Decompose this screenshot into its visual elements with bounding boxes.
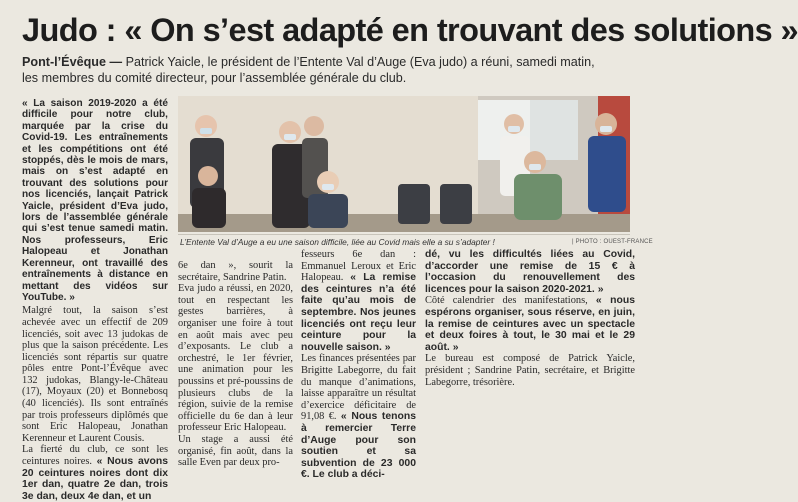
column-4-paragraph-2	[425, 295, 635, 353]
photo-caption: L’Entente Val d’Auge a eu une saison difficile, liée au Covid mais elle a su s’adapter !	[180, 237, 495, 247]
column-4-paragraph-1: dé, vu les difficultés liées au Covid, d’accorder une remise de 15 € à l’occasion du renouvellement des licences pour la saison 2020-2021. »	[425, 249, 635, 295]
column-3-paragraph-1	[301, 249, 416, 353]
column-4	[425, 249, 635, 388]
column-3	[301, 249, 416, 481]
column-2-paragraph-3: Un stage a aussi été organisé, fin août, dans la salle Even par deux pro-	[178, 433, 293, 469]
column-1-paragraph-2	[22, 444, 168, 502]
column-1	[22, 98, 168, 502]
article-photo	[178, 96, 630, 232]
column-2	[178, 260, 293, 469]
column-3-p2-quote: « Nous tenons à remercier Terre d’Auge pour son soutien et sa subvention de 23 000 €. Le club a déci-	[301, 411, 416, 481]
column-2-paragraph-2: Eva judo a réussi, en 2020, tout en respectant les gestes barrières, à organiser une foire à tout en août mais avec peu d’exposants. Le club a orchestré, le 1er février, une animation pour les poussins et pré-poussins de plusieurs clubs de la région, suivie de la remise officielle du 6e dan à leur professeur Eric Halopeau.	[178, 283, 293, 434]
photo-illustration	[178, 96, 630, 232]
column-3-p2-text: Les finances présentées par Brigitte Labegorre, du fait du manque d’animations, laisse apparaître un résultat d’exercice déficitaire de 91,08 €.	[301, 353, 416, 423]
column-1-intro-quote: « La saison 2019-2020 a été difficile pour notre club, marquée par la crise du Covid-19. Les entraînements et les compétitions ont été stoppés, dès le mois de mars, mais on s’est adapté en trouvant des solutions pour nos licenciés, lançait Patrick Yaicle, président d’Eva judo, lors de l’assemblée générale qui s’est tenue samedi matin. Nos professeurs, Eric Halopeau et Jonathan Kerenneur, ont travaillé des entraînements à distance en mettant des vidéos sur YouTube. »	[22, 98, 168, 303]
column-3-paragraph-2	[301, 353, 416, 481]
lead-line-2: les membres du comité directeur, pour l’assemblée générale du club.	[22, 70, 407, 85]
article-headline: Judo : « On s’est adapté en trouvant des solutions »	[22, 12, 798, 48]
column-4-p2-quote: « nous espérons organiser, sous réserve, en juin, la remise de ceintures avec un spectacle et deux foires à tout, le 30 mai et le 29 août. »	[425, 295, 635, 353]
column-3-p1-quote: « La remise des ceintures n’a été faite qu’au mois de septembre. Nos jeunes licenciés ont reçu leur ceinture pour la nouvelle saison. »	[301, 272, 416, 353]
article-lead	[22, 55, 622, 86]
lead-line-1: Patrick Yaicle, le président de l’Entente Val d’Auge (Eva judo) a réuni, samedi matin,	[125, 55, 595, 69]
column-3-p1-text: fesseurs 6e dan : Emmanuel Leroux et Eric Halopeau.	[301, 249, 416, 284]
photo-credit: | PHOTO : OUEST-FRANCE	[572, 239, 653, 245]
column-1-p2-quote: « Nous avons 20 ceintures noires dont dix 1er dan, quatre 2e dan, trois 3e dan, deux 4e dan, et un	[22, 456, 168, 502]
column-1-paragraph-1: Malgré tout, la saison s’est achevée avec un effectif de 209 licenciés, soit avec 13 judokas de plus que la saison précédente. Les licenciés sont répartis sur quatre pôles entre Pont-l’Évêque avec 132 judokas, Blangy-le-Château (17), Moyaux (20) et Bonnebosq (40 licenciés). Ils sont entraînés par trois professeurs diplômés que sont Eric Halopeau, Jonathan Kerenneur et Laurent Cousis.	[22, 305, 168, 444]
column-2-paragraph-1: 6e dan », sourit la secrétaire, Sandrine Patin.	[178, 260, 293, 283]
column-1-p2-text: La fierté du club, ce sont les ceintures noires.	[22, 444, 168, 468]
column-4-p2-text: Côté calendrier des manifestations,	[425, 295, 596, 307]
caption-divider	[178, 234, 630, 235]
column-4-paragraph-3: Le bureau est composé de Patrick Yaicle, président ; Sandrine Patin, secrétaire, et Brigitte Labegorre, trésorière.	[425, 353, 635, 388]
lead-dateline: Pont-l’Évêque —	[22, 55, 126, 69]
